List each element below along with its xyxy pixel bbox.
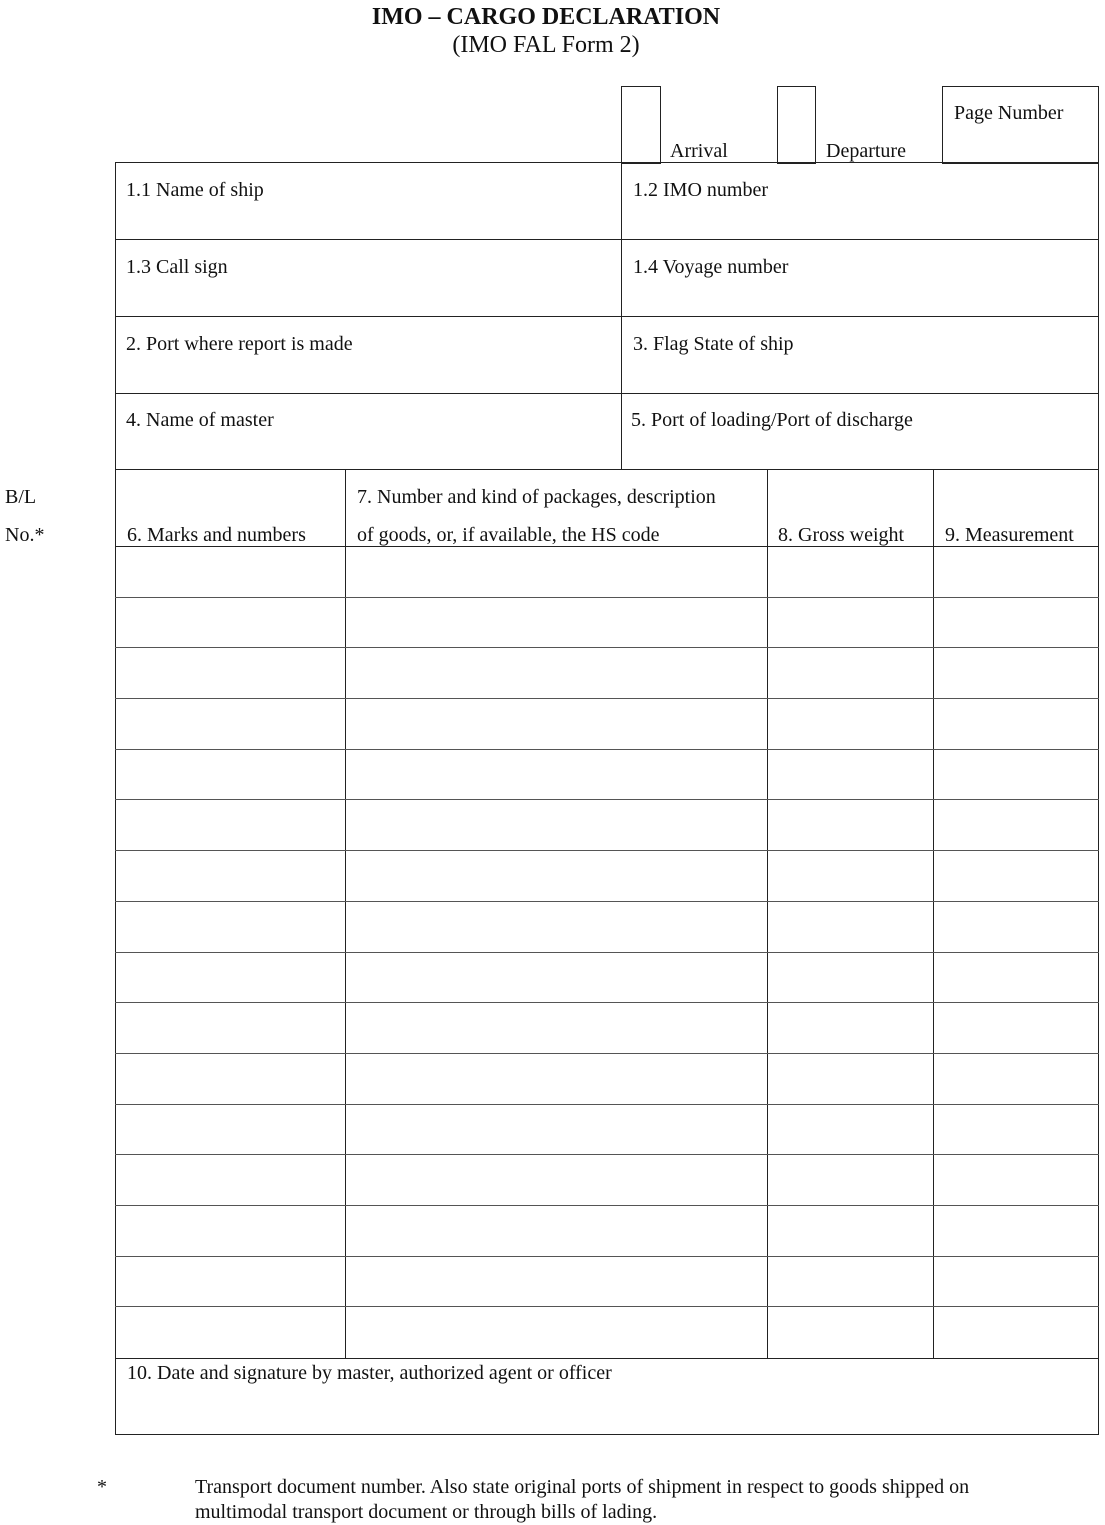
port-report-label: 2. Port where report is made xyxy=(126,333,353,355)
port-loading-label: 5. Port of loading/Port of discharge xyxy=(631,409,913,431)
measurement-cell[interactable] xyxy=(934,902,1098,953)
packages-cell[interactable] xyxy=(346,750,767,801)
row-line xyxy=(115,1306,1099,1307)
marks-cell[interactable] xyxy=(116,547,345,598)
gross-weight-cell[interactable] xyxy=(768,750,933,801)
form-title: IMO – CARGO DECLARATION xyxy=(371,4,721,30)
form-subtitle: (IMO FAL Form 2) xyxy=(452,32,640,58)
measurement-cell[interactable] xyxy=(934,1206,1098,1257)
name-of-master-field[interactable] xyxy=(116,394,621,469)
page-number-label: Page Number xyxy=(954,102,1064,124)
page-number-field[interactable] xyxy=(942,86,1099,164)
packages-cell[interactable] xyxy=(346,953,767,1004)
gross-weight-cell[interactable] xyxy=(768,1206,933,1257)
info-row-line xyxy=(115,469,1099,470)
row-line xyxy=(115,597,1099,598)
packages-cell[interactable] xyxy=(346,1105,767,1156)
marks-cell[interactable] xyxy=(116,1003,345,1054)
packages-cell[interactable] xyxy=(346,1206,767,1257)
marks-cell[interactable] xyxy=(116,699,345,750)
row-line xyxy=(115,1205,1099,1206)
arrival-checkbox[interactable] xyxy=(621,86,661,164)
row-line xyxy=(115,1104,1099,1105)
marks-cell[interactable] xyxy=(116,800,345,851)
arrival-label: Arrival xyxy=(670,140,728,162)
packages-cell[interactable] xyxy=(346,598,767,649)
measurement-cell[interactable] xyxy=(934,648,1098,699)
imo-number-label: 1.2 IMO number xyxy=(633,179,768,201)
measurement-cell[interactable] xyxy=(934,598,1098,649)
signature-label: 10. Date and signature by master, authorized agent or officer xyxy=(127,1362,612,1384)
gross-weight-cell[interactable] xyxy=(768,851,933,902)
departure-label: Departure xyxy=(826,140,906,162)
measurement-cell[interactable] xyxy=(934,953,1098,1004)
row-line xyxy=(115,850,1099,851)
footnote-marker: * xyxy=(97,1476,107,1498)
measurement-cell[interactable] xyxy=(934,800,1098,851)
imo-number-field[interactable] xyxy=(622,163,1098,239)
voyage-number-field[interactable] xyxy=(622,240,1098,316)
gross-weight-cell[interactable] xyxy=(768,699,933,750)
call-sign-field[interactable] xyxy=(116,240,621,316)
measurement-cell[interactable] xyxy=(934,699,1098,750)
port-report-field[interactable] xyxy=(116,317,621,393)
name-of-master-label: 4. Name of master xyxy=(126,409,274,431)
row-line xyxy=(115,749,1099,750)
marks-cell[interactable] xyxy=(116,1206,345,1257)
name-of-ship-field[interactable] xyxy=(116,163,621,239)
row-line xyxy=(115,647,1099,648)
packages-cell[interactable] xyxy=(346,648,767,699)
marks-cell[interactable] xyxy=(116,851,345,902)
row-line xyxy=(115,1256,1099,1257)
col-packages-header: 7. Number and kind of packages, description xyxy=(357,486,716,508)
col-measurement-header: 9. Measurement xyxy=(945,524,1074,546)
packages-cell[interactable] xyxy=(346,1155,767,1206)
gross-weight-cell[interactable] xyxy=(768,648,933,699)
voyage-number-label: 1.4 Voyage number xyxy=(633,256,789,278)
marks-cell[interactable] xyxy=(116,1105,345,1156)
port-loading-field[interactable] xyxy=(622,394,1098,469)
measurement-cell[interactable] xyxy=(934,547,1098,598)
packages-cell[interactable] xyxy=(346,699,767,750)
footnote-text: Transport document number. Also state original ports of shipment in respect to goods shipped on xyxy=(195,1476,970,1498)
gross-weight-cell[interactable] xyxy=(768,1105,933,1156)
flag-state-field[interactable] xyxy=(622,317,1098,393)
packages-cell[interactable] xyxy=(346,1257,767,1308)
measurement-cell[interactable] xyxy=(934,1155,1098,1206)
row-line xyxy=(115,698,1099,699)
measurement-cell[interactable] xyxy=(934,1054,1098,1105)
flag-state-label: 3. Flag State of ship xyxy=(633,333,794,355)
col-marks-header: 6. Marks and numbers xyxy=(127,524,306,546)
gross-weight-cell[interactable] xyxy=(768,1054,933,1105)
row-line xyxy=(115,1002,1099,1003)
marks-cell[interactable] xyxy=(116,1307,345,1358)
marks-cell[interactable] xyxy=(116,598,345,649)
footnote-text: multimodal transport document or through bills of lading. xyxy=(195,1501,658,1523)
row-line xyxy=(115,799,1099,800)
packages-cell[interactable] xyxy=(346,1054,767,1105)
measurement-cell[interactable] xyxy=(934,1307,1098,1358)
col-gross-header: 8. Gross weight xyxy=(778,524,905,546)
packages-cell[interactable] xyxy=(346,800,767,851)
measurement-cell[interactable] xyxy=(934,750,1098,801)
marks-cell[interactable] xyxy=(116,750,345,801)
marks-cell[interactable] xyxy=(116,648,345,699)
row-line xyxy=(115,901,1099,902)
frame-bottom xyxy=(115,1434,1099,1435)
gross-weight-cell[interactable] xyxy=(768,547,933,598)
gross-weight-cell[interactable] xyxy=(768,800,933,851)
marks-cell[interactable] xyxy=(116,1054,345,1105)
packages-cell[interactable] xyxy=(346,547,767,598)
measurement-cell[interactable] xyxy=(934,1003,1098,1054)
col-packages-header: of goods, or, if available, the HS code xyxy=(357,524,660,546)
bl-number-label: B/L xyxy=(5,486,37,508)
packages-cell[interactable] xyxy=(346,902,767,953)
measurement-cell[interactable] xyxy=(934,1105,1098,1156)
gross-weight-cell[interactable] xyxy=(768,598,933,649)
row-line xyxy=(115,1154,1099,1155)
marks-cell[interactable] xyxy=(116,1257,345,1308)
marks-cell[interactable] xyxy=(116,953,345,1004)
name-of-ship-label: 1.1 Name of ship xyxy=(126,179,264,201)
departure-checkbox[interactable] xyxy=(777,86,816,164)
gross-weight-cell[interactable] xyxy=(768,1257,933,1308)
gross-weight-cell[interactable] xyxy=(768,1155,933,1206)
gross-weight-cell[interactable] xyxy=(768,1003,933,1054)
packages-cell[interactable] xyxy=(346,1003,767,1054)
row-line xyxy=(115,952,1099,953)
packages-cell[interactable] xyxy=(346,851,767,902)
marks-cell[interactable] xyxy=(116,902,345,953)
gross-weight-cell[interactable] xyxy=(768,1307,933,1358)
row-line xyxy=(115,1053,1099,1054)
marks-cell[interactable] xyxy=(116,1155,345,1206)
bl-number-label: No.* xyxy=(5,524,45,546)
gross-weight-cell[interactable] xyxy=(768,953,933,1004)
gross-weight-cell[interactable] xyxy=(768,902,933,953)
call-sign-label: 1.3 Call sign xyxy=(126,256,228,278)
measurement-cell[interactable] xyxy=(934,851,1098,902)
measurement-cell[interactable] xyxy=(934,1257,1098,1308)
packages-cell[interactable] xyxy=(346,1307,767,1358)
